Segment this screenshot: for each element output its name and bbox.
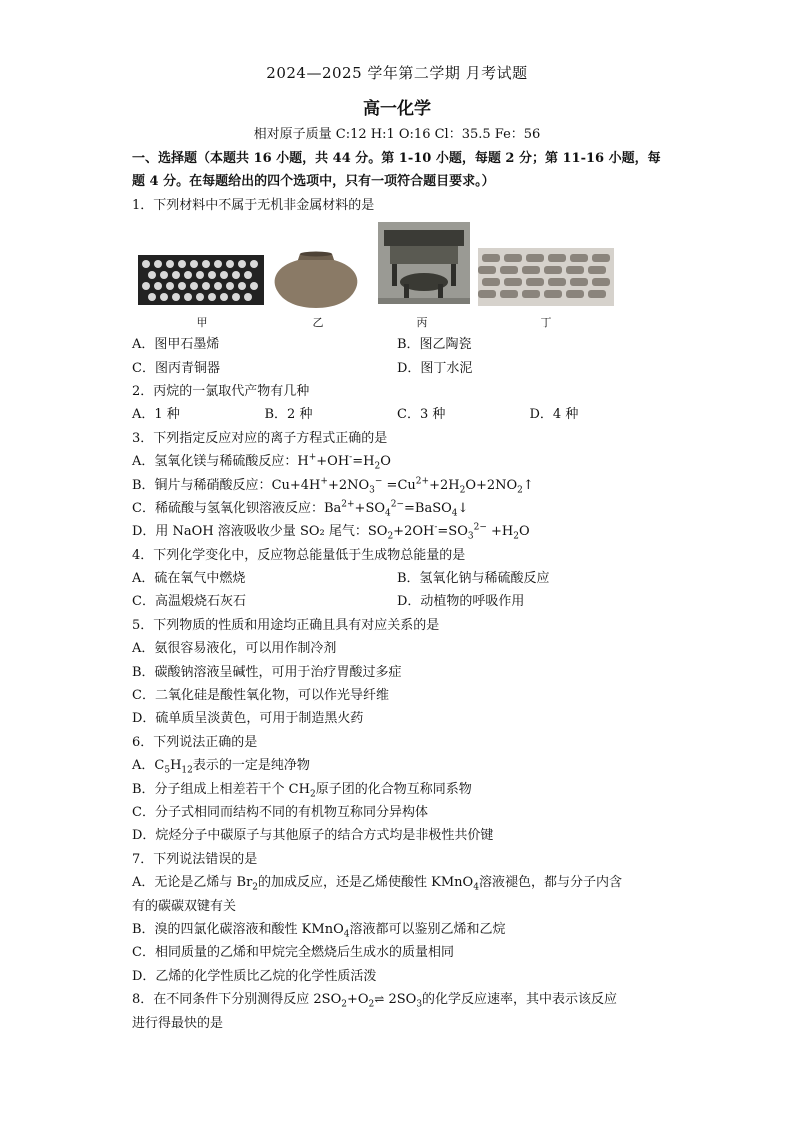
fig-label-yi: 乙 bbox=[312, 316, 324, 329]
q2-options bbox=[132, 403, 662, 426]
q7-b-pre: B．溴的四氯化碳溶液和酸性 KMnO bbox=[132, 921, 344, 937]
q7-stem: 7．下列说法错误的是 bbox=[132, 851, 258, 867]
q2-option-a[interactable]: A．1 种 bbox=[132, 407, 180, 423]
q1-option-d[interactable]: D．图丁水泥 bbox=[397, 360, 473, 376]
q3-stem: 3．下列指定反应对应的离子方程式正确的是 bbox=[132, 430, 388, 446]
q2-option-b[interactable]: B．2 种 bbox=[264, 407, 313, 423]
reversible-arrow-icon: ⇌ bbox=[374, 992, 385, 1007]
q2-option-c[interactable]: C．3 种 bbox=[397, 407, 446, 423]
q4-option-b[interactable]: B．氢氧化钠与稀硫酸反应 bbox=[397, 571, 550, 587]
fig-label-ding: 丁 bbox=[540, 316, 552, 329]
q6-option-d[interactable]: D．烷烃分子中碳原子与其他原子的结合方式均是非极性共价键 bbox=[132, 828, 494, 844]
q6-option-c[interactable]: C．分子式相同而结构不同的有机物互称同分异构体 bbox=[132, 804, 428, 820]
q3-option-b-text: B．铜片与稀硝酸反应： bbox=[132, 477, 272, 493]
q1-options-row2 bbox=[132, 357, 662, 380]
q5-option-b[interactable]: B．碳酸钠溶液呈碱性，可用于治疗胃酸过多症 bbox=[132, 664, 402, 680]
q4-options-row1 bbox=[132, 567, 662, 590]
q6-option-b-pre: B．分子组成上相差若干个 CH bbox=[132, 781, 310, 797]
q6-option-a-text: 表示的一定是纯净物 bbox=[192, 758, 310, 774]
q5-option-d[interactable]: D．硫单质呈淡黄色，可用于制造黑火药 bbox=[132, 711, 364, 727]
q3-option-c[interactable]: C．稀硫酸与氢氧化钡溶液反应：$Ba^{2+}+SO_4^{2-}=BaSO_4↓$ bbox=[132, 499, 469, 519]
q6-stem: 6．下列说法正确的是 bbox=[132, 734, 258, 750]
q8-post: 的化学反应速率，其中表示该反应 bbox=[422, 992, 618, 1008]
q7-option-a-line1[interactable]: A．无论是乙烯与 $Br_2$的加成反应，还是乙烯使酸性 KMnO$_4$溶液褪色，都与分子内含 bbox=[132, 875, 622, 893]
atomic-masses: 相对原子质量 C:12 H:1 O:16 Cl：35.5 Fe：56 bbox=[253, 127, 541, 142]
q1-figure-space bbox=[132, 217, 662, 333]
q7-a-post: 溶液褪色，都与分子内含 bbox=[478, 875, 622, 891]
q5-option-c[interactable]: C．二氧化硅是酸性氧化物，可以作光导纤维 bbox=[132, 688, 389, 704]
section-heading-1: 一、选择题（本题共 16 小题，共 44 分。第 1-10 小题，每题 2 分；第 11-16 小题，每 bbox=[132, 151, 661, 166]
section-heading-2: 题 4 分。在每题给出的四个选项中，只有一项符合题目要求。） bbox=[132, 174, 495, 190]
q6-option-b-post: 原子团的化合物互称同系物 bbox=[315, 781, 472, 797]
q7-option-d[interactable]: D．乙烯的化学性质比乙烷的化学性质活泼 bbox=[132, 968, 377, 984]
q3-option-b[interactable]: B．铜片与稀硝酸反应：$Cu+4H^++2NO_3^-$ $=Cu^{2+}+2H_2O+2NO_2↑$ bbox=[132, 476, 534, 496]
q7-b-post: 溶液都可以鉴别乙烯和乙烷 bbox=[349, 921, 506, 937]
q8-stem-line2: 进行得最快的是 bbox=[132, 1015, 224, 1031]
q1-option-b[interactable]: B．图乙陶瓷 bbox=[397, 337, 472, 353]
q2-stem: 2．丙烷的一氯取代产物有几种 bbox=[132, 383, 310, 399]
q4-stem: 4．下列化学变化中，反应物总能量低于生成物总能量的是 bbox=[132, 547, 466, 563]
fig-label-jia: 甲 bbox=[196, 316, 208, 329]
q3-option-d-text: D．用 NaOH 溶液吸收少量 SO₂ 尾气： bbox=[132, 524, 368, 540]
q8-pre: 8．在不同条件下分别测得反应 2SO bbox=[132, 992, 342, 1008]
q7-option-c[interactable]: C．相同质量的乙烯和甲烷完全燃烧后生成水的质量相同 bbox=[132, 945, 454, 961]
exam-body bbox=[132, 147, 662, 1035]
q5-option-a[interactable]: A．氨很容易液化，可以用作制冷剂 bbox=[132, 641, 337, 657]
q4-option-c[interactable]: C．高温煅烧石灰石 bbox=[132, 594, 246, 610]
q1-option-a[interactable]: A．图甲石墨烯 bbox=[132, 337, 220, 353]
fig-label-bing: 丙 bbox=[416, 316, 428, 329]
q5-stem: 5．下列物质的性质和用途均正确且具有对应关系的是 bbox=[132, 617, 440, 633]
q7-a-mid: 的加成反应，还是乙烯使酸性 KMnO bbox=[258, 875, 474, 891]
q2-option-d[interactable]: D．4 种 bbox=[529, 407, 579, 423]
exam-subject: 高一化学 bbox=[363, 99, 431, 119]
q6-option-b[interactable]: B．分子组成上相差若干个 $CH_2$原子团的化合物互称同系物 bbox=[132, 781, 472, 800]
q4-option-d[interactable]: D．动植物的呼吸作用 bbox=[397, 594, 525, 610]
q3-option-a[interactable]: A．氢氧化镁与稀硫酸反应：$H^++OH^-=H_2O$ bbox=[132, 452, 391, 472]
q1-stem: 1．下列材料中不属于无机非金属材料的是 bbox=[132, 197, 375, 213]
q8-stem-line1: 8．在不同条件下分别测得反应 $2SO_2+O_2\rightleftharpoons$ $2SO_3$的化学反应速率，其中表示该反应 bbox=[132, 988, 662, 1011]
q7-option-a-line2[interactable]: 有的碳碳双键有关 bbox=[132, 898, 237, 914]
q6-option-a[interactable]: A．$C_5H_{12}$表示的一定是纯净物 bbox=[132, 758, 310, 776]
q3-option-c-text: C．稀硫酸与氢氧化钡溶液反应： bbox=[132, 500, 324, 516]
q1-option-c[interactable]: C．图丙青铜器 bbox=[132, 360, 220, 376]
q1-options-row1 bbox=[132, 333, 662, 356]
q4-options-row2 bbox=[132, 590, 662, 613]
exam-title: 2024—2025 学年第二学期 月考试题 bbox=[266, 64, 528, 82]
q3-option-d[interactable]: D．用 NaOH 溶液吸收少量 SO₂ 尾气：$SO_2+2OH^-=SO_3^{2-} +H_2O$ bbox=[132, 522, 530, 542]
q3-option-a-text: A．氢氧化镁与稀硫酸反应： bbox=[132, 454, 298, 470]
q7-a-pre: A．无论是乙烯与 Br bbox=[132, 875, 253, 891]
q4-option-a[interactable]: A．硫在氧气中燃烧 bbox=[132, 571, 246, 587]
q7-option-b[interactable]: B．溴的四氯化碳溶液和酸性 KMnO$_4$溶液都可以鉴别乙烯和乙烷 bbox=[132, 921, 506, 940]
